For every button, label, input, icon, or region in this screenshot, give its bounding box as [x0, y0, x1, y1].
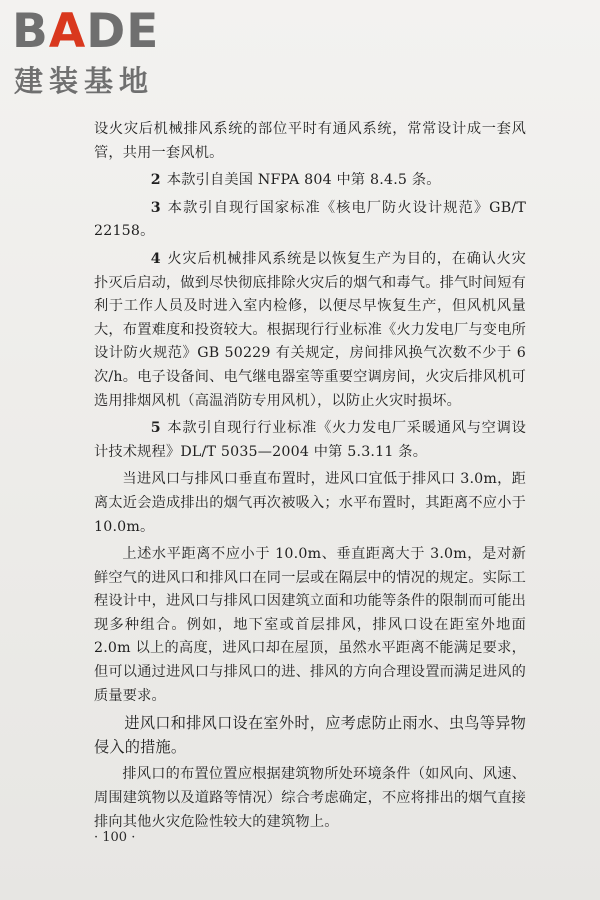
paragraph-7 — [94, 543, 526, 708]
paragraph-text: 本款引自美国 NFPA 804 中第 8.4.5 条。 — [166, 172, 441, 189]
paragraph-text: 本款引自现行国家标准《核电厂防火设计规范》GB/T 22158。 — [94, 199, 526, 240]
paragraph-text: 本款引自现行行业标准《火力发电厂采暖通风与空调设计技术规程》DL/T 5035—2004 中第 5.3.11 条。 — [94, 420, 526, 460]
paragraph-text: 上述水平距离不应小于 10.0m、垂直距离大于 3.0m，是对新鲜空气的进风口和排风口在同一层或在隔层中的情况的规定。实际工程设计中，进风口与排风口因建筑立面和功能等条件的限制而可能出现多种组合。例如，地下室或首层排风，排风口设在距室外地面 2.0m 以上的高度，进风口却在屋顶，虽然水平距离不能满足要求，但可以通过进风口与排风口的进、排风的方向合理设置而满足进风的质量要求。 — [94, 546, 526, 704]
paragraph-5 — [94, 417, 526, 464]
page-number: · 100 · — [94, 830, 136, 845]
paragraph-1 — [94, 118, 526, 165]
paragraph-text: 设火灾后机械排风系统的部位平时有通风系统，常常设计成一套风管，共用一套风机。 — [94, 121, 526, 161]
paragraph-8 — [94, 712, 526, 759]
paragraph-text: 当进风口与排风口垂直布置时，进风口宜低于排风口 3.0m，距离太近会造成排出的烟气再次被吸入；水平布置时，其距离不应小于 10.0m。 — [94, 471, 526, 535]
item-number: 4 — [150, 250, 161, 267]
watermark-brand: BADE — [12, 4, 160, 59]
item-number: 3 — [150, 199, 161, 216]
paragraph-text: 排风口的布置位置应根据建筑物所处环境条件（如风向、风速、周围建筑物以及道路等情况）综合考虑确定，不应将排出的烟气直接排向其他火灾危险性较大的建筑物上。 — [94, 766, 526, 830]
item-number: 5 — [150, 420, 161, 437]
paragraph-text: 火灾后机械排风系统是以恢复生产为目的，在确认火灾扑灭后启动，做到尽快彻底排除火灾后的烟气和毒气。排气时间短有利于工作人员及时进入室内检修，以便尽早恢复生产，但风机风量大，布置难度和投资较大。根据现行行业标准《火力发电厂与变电所设计防火规范》GB 50229 有关规定，房间排风换气次数不少于 6 次/h。电子设备间、电气继电器室等重要空调房间，火灾后排风机可选用排烟风机（高温消防专用风机），以防止火灾时损坏。 — [94, 250, 526, 409]
item-number: 2 — [150, 172, 161, 189]
page-body — [94, 118, 526, 837]
paragraph-text: 进风口和排风口设在室外时，应考虑防止雨水、虫鸟等异物侵入的措施。 — [94, 714, 526, 756]
watermark-logo — [12, 4, 192, 98]
paragraph-4 — [94, 248, 526, 413]
paragraph-9 — [94, 763, 526, 834]
watermark-subtitle: 建装基地 — [14, 64, 155, 98]
paragraph-2 — [94, 169, 526, 193]
paragraph-6 — [94, 468, 526, 539]
paragraph-3 — [94, 197, 526, 244]
